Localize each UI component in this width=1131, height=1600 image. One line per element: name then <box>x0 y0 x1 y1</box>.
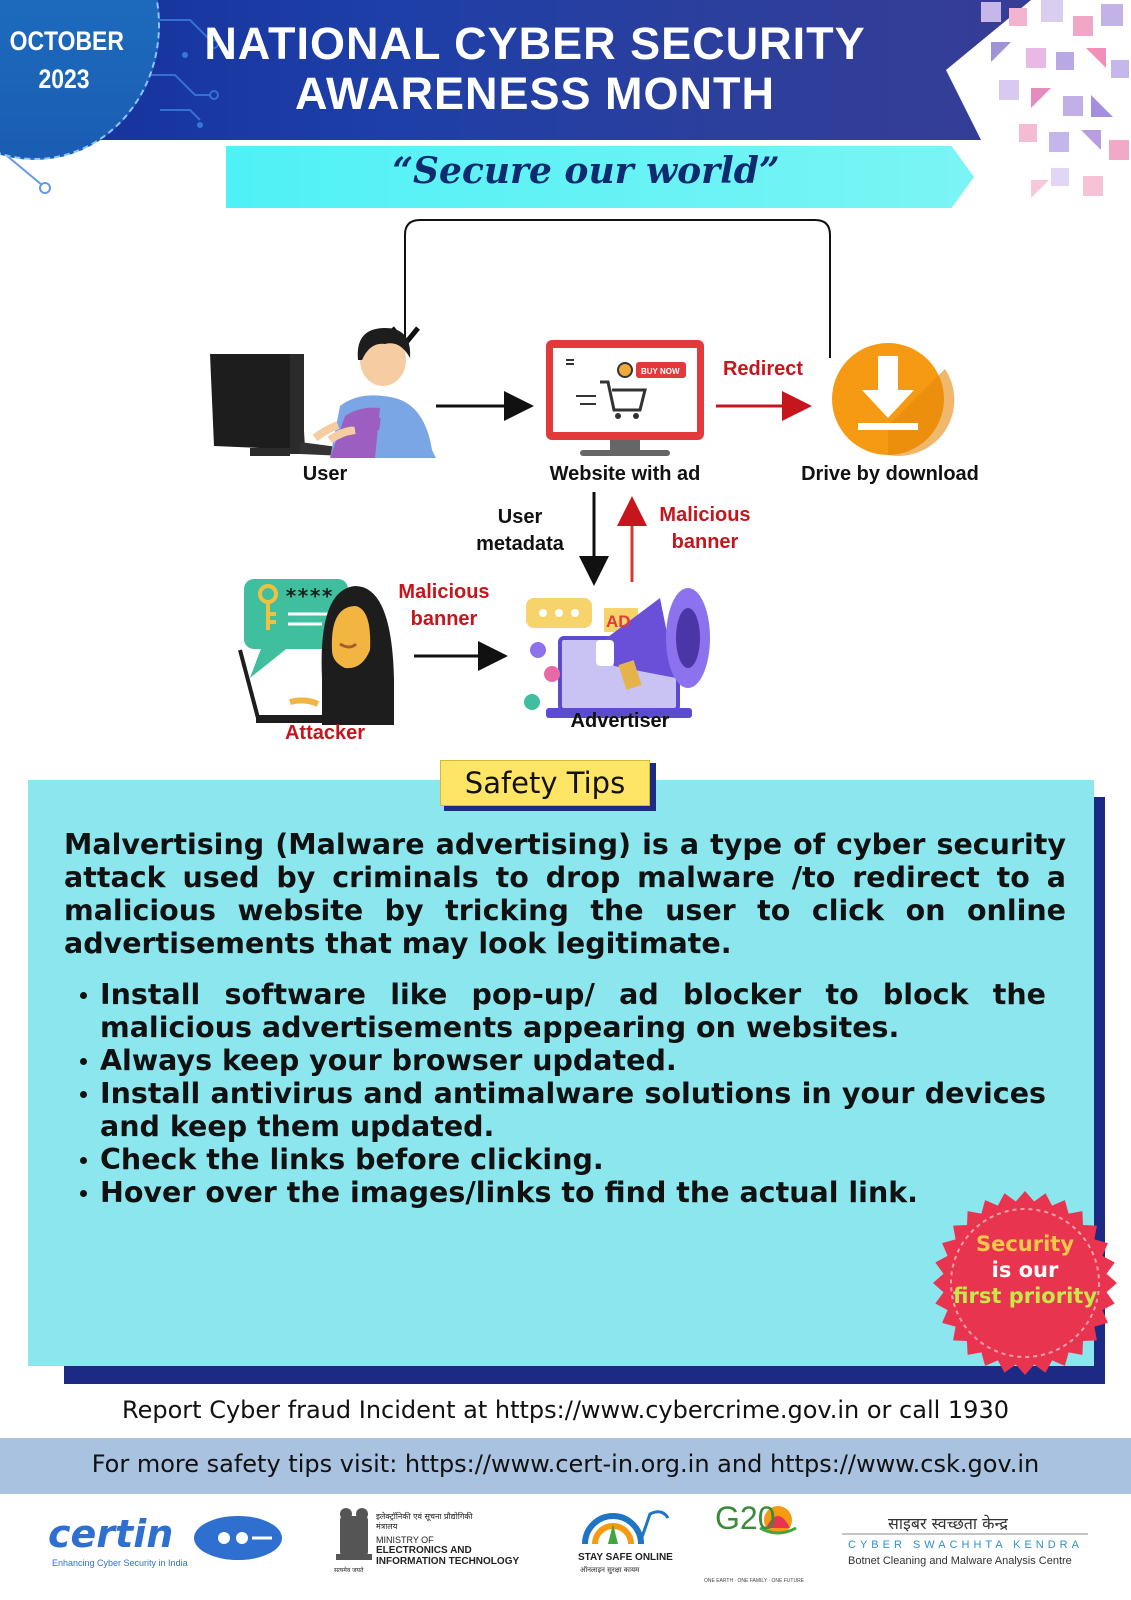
certin-logo <box>194 1516 282 1560</box>
label-malicious-banner-up-line1: Malicious <box>659 504 751 526</box>
date-month: OCTOBER <box>9 26 124 56</box>
user-person-icon <box>315 328 436 458</box>
ministry-line3: INFORMATION TECHNOLOGY <box>376 1556 520 1567</box>
ministry-line2: ELECTRONICS AND <box>376 1545 472 1556</box>
list-item: Check the links before clicking. <box>100 1143 1046 1176</box>
buy-now-text: BUY NOW <box>641 367 680 376</box>
csk-tagline: Botnet Cleaning and Malware Analysis Centre <box>848 1555 1072 1567</box>
ministry-motto: सत्यमेव जयते <box>334 1567 364 1574</box>
ministry-hindi: इलेक्ट्रॉनिकी एवं सूचना प्रौद्योगिकी मंत्रालय <box>376 1512 473 1531</box>
seal-line1: Security <box>975 1232 1075 1256</box>
stay-safe-online-text: STAY SAFE ONLINE <box>578 1552 673 1563</box>
list-item: Always keep your browser updated. <box>100 1044 1046 1077</box>
tagline: “Secure our world” <box>392 150 780 192</box>
label-redirect: Redirect <box>722 358 804 380</box>
diagram-graphics <box>0 210 1131 765</box>
csk-hindi: साइबर स्वच्छता केन्द्र <box>888 1514 1008 1533</box>
g20-wordmark: G20 <box>715 1500 776 1536</box>
label-user-metadata-line1: User <box>497 506 543 528</box>
stay-safe-online-hindi: ऑनलाइन सुरक्षा कायम <box>580 1566 640 1574</box>
ministry-line1: MINISTRY OF <box>376 1535 434 1545</box>
user-computer-icon <box>210 354 345 456</box>
page-title: NATIONAL CYBER SECURITY <box>204 18 866 69</box>
password-text: **** <box>285 584 334 608</box>
label-malicious-banner-up-line2: banner <box>671 531 739 553</box>
security-seal-badge <box>932 1190 1118 1376</box>
label-malicious-banner-left-line1: Malicious <box>398 581 490 603</box>
label-attacker: Attacker <box>284 722 366 744</box>
seal-line3: first priority <box>952 1284 1098 1308</box>
seal-line2: is our <box>991 1258 1059 1282</box>
list-item: Hover over the images/links to find the actual link. <box>100 1176 1046 1209</box>
g20-tagline: ONE EARTH · ONE FAMILY · ONE FUTURE <box>704 1578 805 1584</box>
malvertising-diagram <box>0 210 1131 765</box>
safety-tips-list <box>100 978 1046 1209</box>
label-user: User <box>302 463 348 485</box>
certin-tagline: Enhancing Cyber Security in India <box>52 1558 188 1568</box>
report-incident-text: Report Cyber fraud Incident at https://www.cybercrime.gov.in or call 1930 <box>122 1396 1009 1424</box>
certin-wordmark: certin <box>48 1512 174 1556</box>
ad-text: AD <box>606 612 631 631</box>
date-year: 2023 <box>38 64 90 94</box>
safety-tips-heading: Safety Tips <box>440 760 650 806</box>
label-drive-by-download: Drive by download <box>801 463 979 485</box>
safety-tips-links: For more safety tips visit: https://www.cert-in.org.in and https://www.csk.gov.in <box>91 1450 1040 1478</box>
label-malicious-banner-left-line2: banner <box>410 608 478 630</box>
stay-safe-online-logo <box>585 1512 668 1544</box>
label-website-with-ad: Website with ad <box>549 463 701 485</box>
seal-shape <box>933 1191 1117 1375</box>
download-icon <box>832 343 954 456</box>
label-advertiser: Advertiser <box>570 710 670 732</box>
list-item: Install software like pop-up/ ad blocker to block the malicious advertisements appearing on websites. <box>100 978 1046 1044</box>
loop-arrow <box>405 220 830 358</box>
page-title-line2: AWARENESS MONTH <box>294 68 776 119</box>
partner-logos <box>0 1494 1131 1600</box>
csk-wordmark: CYBER SWACHHTA KENDRA <box>848 1539 1083 1551</box>
label-user-metadata-line2: metadata <box>476 533 564 555</box>
header <box>0 0 1131 210</box>
website-monitor-icon <box>546 340 704 456</box>
national-emblem-icon <box>336 1508 372 1560</box>
malvertising-definition: Malvertising (Malware advertising) is a type of cyber security attack used by criminals to drop malware /to redirect to a malicious website by tricking the user to click on online advertisements that may look legitimate. <box>64 828 1066 960</box>
list-item: Install antivirus and antimalware solutions in your devices and keep them updated. <box>100 1077 1046 1143</box>
advertiser-icon <box>524 588 710 718</box>
